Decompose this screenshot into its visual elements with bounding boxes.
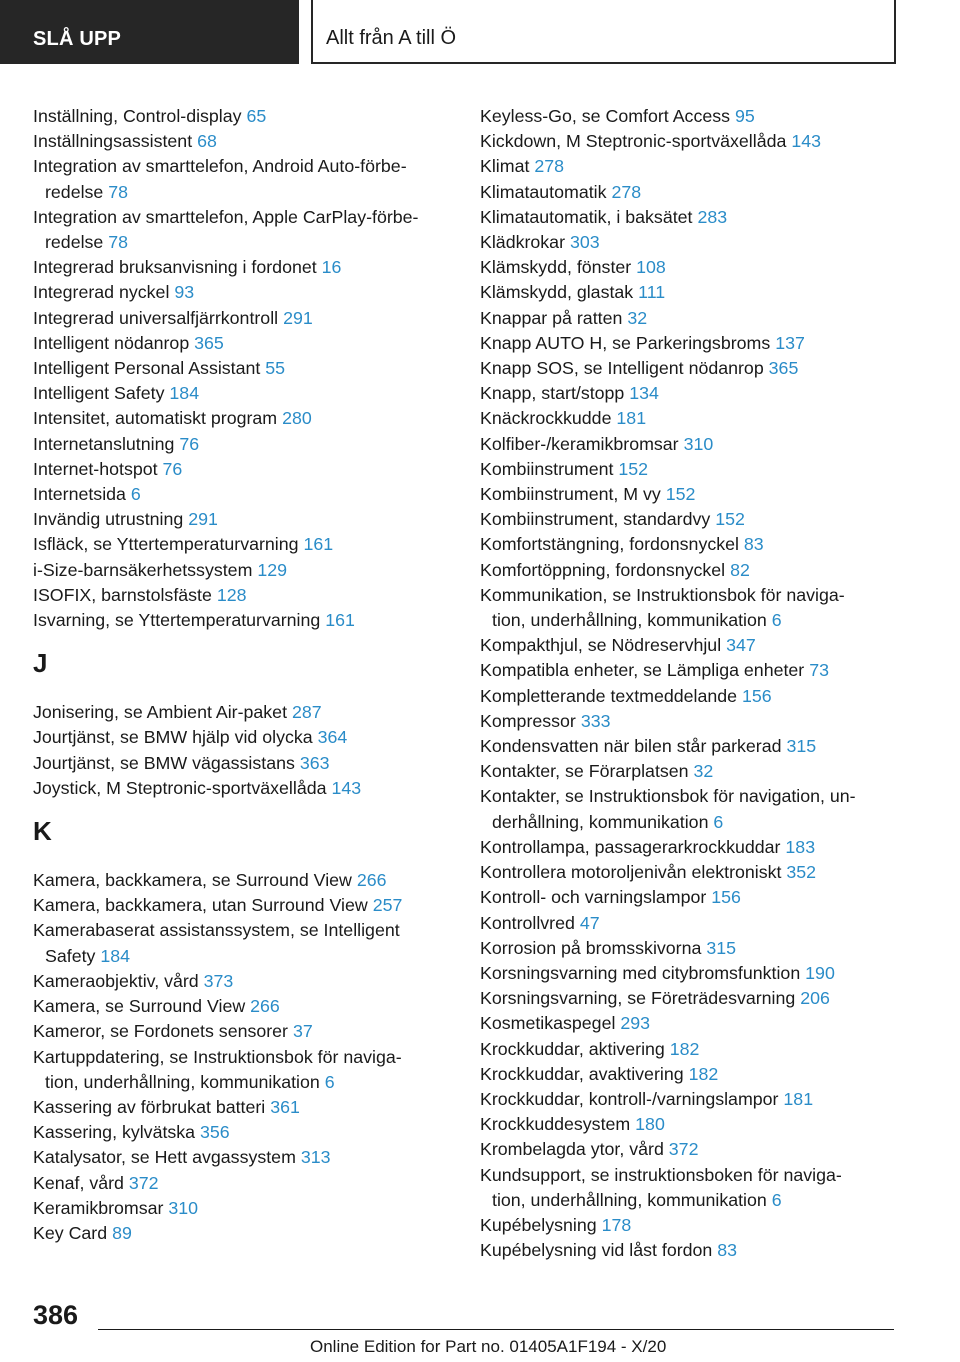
page-reference-link[interactable]: 156: [741, 685, 772, 706]
index-entry: [33, 608, 453, 633]
page-reference-link[interactable]: 161: [325, 610, 355, 631]
index-entry-term: Key Card: [33, 1222, 108, 1243]
page-reference-link[interactable]: 310: [683, 433, 714, 454]
page-reference-link[interactable]: 372: [668, 1139, 699, 1160]
index-entry-term: Integrerad nyckel: [33, 282, 170, 303]
page-reference-link[interactable]: 287: [291, 702, 322, 723]
page-reference-link[interactable]: 280: [282, 408, 312, 429]
index-entry: [33, 725, 453, 750]
index-entry: [33, 306, 453, 331]
index-entry-term: Klämskydd, glastak: [480, 282, 634, 303]
index-entry: [480, 860, 900, 885]
page-reference-link[interactable]: 108: [636, 257, 666, 278]
index-entry-term-continued: tion, underhållning, kommunikation: [492, 1189, 767, 1210]
index-entry-term: Klimatautomatik: [480, 181, 607, 202]
page-reference-link[interactable]: 16: [321, 257, 342, 278]
index-entry: [480, 885, 900, 910]
page-reference-link[interactable]: 83: [743, 534, 764, 555]
index-entry-term: Kolfiber-/keramikbromsar: [480, 433, 679, 454]
index-entry-term: Kosmetikaspegel: [480, 1013, 616, 1034]
index-entry-term: Kameraobjektiv, vård: [33, 970, 199, 991]
page-reference-link[interactable]: 6: [130, 484, 141, 505]
index-entry-term: Korsningsvarning, se Företrädesvarning: [480, 988, 796, 1009]
index-entry-term: Inställning, Control-display: [33, 106, 242, 126]
index-entry: [33, 1171, 453, 1196]
page-reference-link[interactable]: 152: [715, 509, 745, 530]
index-entry-term: Kondensvatten när bilen står parkerad: [480, 736, 782, 757]
index-entry: [480, 961, 900, 986]
index-group-k: [33, 868, 453, 1246]
index-entry-term: Intensitet, automatiskt program: [33, 408, 278, 429]
page-reference-link[interactable]: 178: [601, 1214, 632, 1235]
page-reference-link[interactable]: 257: [372, 895, 403, 916]
index-entry: [480, 583, 900, 633]
index-entry-term: Isfläck, se Yttertemperaturvarning: [33, 534, 299, 555]
index-entry: [480, 104, 900, 129]
page-reference-link[interactable]: 47: [579, 912, 600, 933]
page-reference-link[interactable]: 181: [783, 1088, 814, 1109]
index-entry: [480, 482, 900, 507]
index-entry-term: Intelligent nödanrop: [33, 332, 190, 353]
index-entry-term: Keramikbromsar: [33, 1197, 164, 1218]
index-entry-term: Jourtjänst, se BMW hjälp vid olycka: [33, 727, 313, 748]
index-entry: [480, 1062, 900, 1087]
page-reference-link[interactable]: 143: [331, 777, 362, 798]
index-entry: [33, 331, 453, 356]
index-entry: [33, 700, 453, 725]
index-entry-term: Kenaf, vård: [33, 1172, 124, 1193]
page-reference-link[interactable]: 303: [569, 232, 600, 253]
page-reference-link[interactable]: 83: [717, 1240, 738, 1261]
index-entry-term: Kombiinstrument, M vy: [480, 484, 661, 505]
index-entry: [33, 1095, 453, 1120]
page-reference-link[interactable]: 361: [270, 1096, 300, 1117]
page-reference-link[interactable]: 95: [734, 106, 755, 126]
index-group-i: [33, 104, 453, 633]
page-reference-link[interactable]: 128: [216, 584, 247, 605]
index-entry: [480, 936, 900, 961]
index-entry: [480, 835, 900, 860]
page-reference-link[interactable]: 143: [791, 131, 821, 152]
index-entry: [33, 558, 453, 583]
index-entry-term: Kommunikation, se Instruktionsbok för naviga-: [480, 584, 845, 605]
index-entry-term: Kontakter, se Instruktionsbok för navigation, un-: [480, 786, 856, 807]
index-entry-term-continued: Safety: [45, 945, 96, 966]
page-title-tab: [311, 0, 896, 64]
page-reference-link[interactable]: 78: [108, 232, 129, 253]
index-entry-term: Jonisering, se Ambient Air-paket: [33, 702, 288, 723]
page-reference-link[interactable]: 291: [283, 307, 313, 328]
index-entry-term: Kompatibla enheter, se Lämpliga enheter: [480, 660, 805, 681]
page-reference-link[interactable]: 73: [809, 660, 829, 681]
index-entry-term: Jourtjänst, se BMW vägassistans: [33, 752, 295, 773]
index-entry: [33, 1145, 453, 1170]
page-reference-link[interactable]: 315: [706, 937, 736, 958]
index-entry: [480, 1163, 900, 1213]
page-reference-link[interactable]: 373: [203, 970, 234, 991]
index-entry-term: Krockkuddesystem: [480, 1114, 631, 1135]
index-entry: [480, 507, 900, 532]
index-group-j: [33, 700, 453, 801]
page-reference-link[interactable]: 266: [356, 870, 387, 891]
index-entry-term: Internetsida: [33, 484, 126, 505]
index-entry: [480, 306, 900, 331]
index-entry: [33, 406, 453, 431]
index-entry: [33, 356, 453, 381]
index-entry-term: Kundsupport, se instruktionsboken för naviga-: [480, 1164, 842, 1185]
index-entry-term: Kompletterande textmeddelande: [480, 685, 738, 706]
index-entry: [480, 1112, 900, 1137]
page-reference-link[interactable]: 152: [665, 484, 696, 505]
index-entry-term: i-Size-barnsäkerhetssystem: [33, 559, 253, 580]
page-reference-link[interactable]: 372: [128, 1172, 159, 1193]
index-entry-term: Kupébelysning: [480, 1214, 597, 1235]
page-reference-link[interactable]: 137: [775, 332, 805, 353]
index-entry-term: Kassering av förbrukat batteri: [33, 1096, 266, 1117]
index-entry: [480, 205, 900, 230]
index-entry: [33, 1019, 453, 1044]
index-entry-term: Klämskydd, fönster: [480, 257, 632, 278]
index-entry-term-continued: derhållning, kommunikation: [492, 811, 709, 832]
page-reference-link[interactable]: 333: [580, 710, 611, 731]
index-entry: [480, 280, 900, 305]
index-entry: [480, 1137, 900, 1162]
page-reference-link[interactable]: 6: [713, 811, 724, 832]
index-entry: [480, 1087, 900, 1112]
page-reference-link[interactable]: 356: [200, 1122, 230, 1143]
index-entry: [480, 532, 900, 557]
page-reference-link[interactable]: 347: [726, 635, 756, 656]
page-reference-link[interactable]: 293: [620, 1013, 651, 1034]
page-reference-link[interactable]: 184: [169, 383, 200, 404]
index-entry-term: Komfortöppning, fordonsnyckel: [480, 559, 726, 580]
index-entry-term: Inställningsassistent: [33, 131, 193, 152]
page-reference-link[interactable]: 161: [303, 534, 334, 555]
index-entry-term: Komfortstängning, fordonsnyckel: [480, 534, 739, 555]
index-entry-term: Knäckrockkudde: [480, 408, 612, 429]
page-reference-link[interactable]: 180: [635, 1114, 665, 1135]
page-reference-link[interactable]: 6: [771, 1189, 782, 1210]
index-entry-term: Krockkuddar, avaktivering: [480, 1063, 684, 1084]
index-entry-term: Kompressor: [480, 710, 576, 731]
index-entry: [33, 129, 453, 154]
index-entry-term: Kombiinstrument: [480, 458, 614, 479]
index-entry-term: Kontrollvred: [480, 912, 575, 933]
index-entry: [33, 381, 453, 406]
index-entry: [480, 1213, 900, 1238]
index-entry-term: Keyless-Go, se Comfort Access: [480, 106, 731, 126]
index-entry-term: Korsningsvarning med citybromsfunktion: [480, 962, 801, 983]
index-entry: [33, 893, 453, 918]
index-entry-term: Krockkuddar, kontroll-/varningslampor: [480, 1088, 779, 1109]
page-reference-link[interactable]: 32: [627, 307, 648, 328]
index-entry-term: Kontrollampa, passagerarkrockkuddar: [480, 836, 781, 857]
index-entry: [480, 759, 900, 784]
index-entry-term: Klimat: [480, 156, 530, 177]
index-entry: [480, 734, 900, 759]
index-entry-term: Kombiinstrument, standardvy: [480, 509, 711, 530]
index-column-right: [480, 104, 900, 1263]
index-entry: [480, 230, 900, 255]
page-reference-link[interactable]: 76: [179, 433, 200, 454]
index-entry-term: Intelligent Safety: [33, 383, 165, 404]
page-reference-link[interactable]: 89: [112, 1222, 132, 1243]
index-entry: [480, 558, 900, 583]
index-entry-term: Internet-hotspot: [33, 458, 158, 479]
page-reference-link[interactable]: 315: [786, 736, 817, 757]
index-entry: [480, 633, 900, 658]
page-reference-link[interactable]: 182: [669, 1038, 700, 1059]
index-entry-term-continued: tion, underhållning, kommunikation: [492, 610, 767, 631]
page-reference-link[interactable]: 93: [174, 282, 195, 303]
index-entry: [33, 280, 453, 305]
index-entry-term: Isvarning, se Yttertemperaturvarning: [33, 610, 321, 631]
index-entry-term: Kartuppdatering, se Instruktionsbok för naviga-: [33, 1046, 402, 1067]
index-entry: [480, 255, 900, 280]
index-entry: [33, 532, 453, 557]
page-reference-link[interactable]: 283: [697, 206, 728, 227]
index-entry: [33, 583, 453, 608]
page-reference-link[interactable]: 78: [108, 181, 129, 202]
page-reference-link[interactable]: 278: [534, 156, 565, 177]
index-entry: [33, 205, 453, 255]
page-reference-link[interactable]: 55: [265, 358, 286, 379]
page-reference-link[interactable]: 266: [250, 996, 280, 1017]
index-entry: [480, 331, 900, 356]
index-entry-term: Invändig utrustning: [33, 509, 184, 530]
index-entry: [480, 709, 900, 734]
index-entry: [480, 129, 900, 154]
index-entry-term: Integrerad universalfjärrkontroll: [33, 307, 279, 328]
index-entry-term: ISOFIX, barnstolsfäste: [33, 584, 212, 605]
index-entry-term: Kamera, se Surround View: [33, 996, 246, 1017]
index-entry-term: Klimatautomatik, i baksätet: [480, 206, 693, 227]
page-reference-link[interactable]: 278: [611, 181, 642, 202]
index-entry-term: Kamerabaserat assistanssystem, se Intelligent: [33, 920, 400, 941]
index-entry: [33, 432, 453, 457]
index-entry: [33, 1120, 453, 1145]
index-entry: [33, 994, 453, 1019]
index-entry-term-continued: tion, underhållning, kommunikation: [45, 1071, 320, 1092]
index-entry-term: Krockkuddar, aktivering: [480, 1038, 665, 1059]
page-reference-link[interactable]: 364: [317, 727, 348, 748]
index-entry-term: Integration av smarttelefon, Apple CarPlay-förbe-: [33, 206, 419, 227]
index-entry-term: Korrosion på bromsskivorna: [480, 937, 702, 958]
page-reference-link[interactable]: 365: [768, 358, 799, 379]
index-entry: [480, 356, 900, 381]
section-label: SLÅ UPP: [33, 28, 122, 50]
page-reference-link[interactable]: 310: [168, 1197, 199, 1218]
index-entry: [480, 457, 900, 482]
page-reference-link[interactable]: 206: [800, 988, 830, 1009]
index-entry-term: Integrerad bruksanvisning i fordonet: [33, 257, 317, 278]
page-reference-link[interactable]: 190: [805, 962, 835, 983]
index-entry-term: Kassering, kylvätska: [33, 1122, 196, 1143]
page-reference-link[interactable]: 6: [771, 610, 782, 631]
index-entry: [480, 381, 900, 406]
index-entry: [480, 986, 900, 1011]
index-entry-term: Kamera, backkamera, utan Surround View: [33, 895, 368, 916]
index-entry-term: Kontakter, se Förarplatsen: [480, 761, 689, 782]
index-entry: [480, 1238, 900, 1263]
index-entry: [480, 1011, 900, 1036]
index-entry-term: Integration av smarttelefon, Android Auto-förbe-: [33, 156, 407, 177]
index-entry-term: Klädkrokar: [480, 232, 565, 253]
page-reference-link[interactable]: 32: [693, 761, 714, 782]
page-reference-link[interactable]: 65: [246, 106, 267, 126]
index-entry-term: Knapp AUTO H, se Parkeringsbroms: [480, 332, 771, 353]
index-entry-term: Knapp, start/stopp: [480, 383, 625, 404]
index-entry-term-continued: redelse: [45, 232, 104, 253]
index-entry: [33, 104, 453, 129]
page-reference-link[interactable]: 313: [300, 1147, 331, 1168]
index-entry: [480, 911, 900, 936]
page-reference-link[interactable]: 152: [618, 458, 649, 479]
index-entry: [33, 969, 453, 994]
index-entry: [480, 154, 900, 179]
index-entry-term: Kamera, backkamera, se Surround View: [33, 870, 352, 891]
index-entry: [480, 784, 900, 834]
footer-divider: [98, 1329, 894, 1330]
index-entry-term: Kupébelysning vid låst fordon: [480, 1240, 713, 1261]
page-reference-link[interactable]: 82: [730, 559, 750, 580]
page-reference-link[interactable]: 181: [616, 408, 647, 429]
page-reference-link[interactable]: 111: [638, 282, 666, 303]
section-tab: [0, 0, 299, 64]
page-reference-link[interactable]: 291: [188, 509, 218, 530]
index-entry: [33, 255, 453, 280]
index-letter-j: J: [33, 648, 48, 679]
index-entry: [33, 918, 453, 968]
page-reference-link[interactable]: 6: [324, 1071, 335, 1092]
page-reference-link[interactable]: 182: [688, 1063, 719, 1084]
footer-edition: Online Edition for Part no. 01405A1F194 - X/20: [310, 1337, 667, 1356]
index-entry-term: Kompakthjul, se Nödreservhjul: [480, 635, 722, 656]
index-group-k-continued: [480, 104, 900, 1263]
index-column-left: [33, 104, 453, 1246]
index-entry: [480, 1037, 900, 1062]
index-entry: [33, 154, 453, 204]
index-entry-term: Kontrollera motoroljenivån elektroniskt: [480, 862, 782, 883]
page-reference-link[interactable]: 76: [162, 458, 183, 479]
index-entry-term: Katalysator, se Hett avgassystem: [33, 1147, 296, 1168]
page-reference-link[interactable]: 365: [194, 332, 224, 353]
index-entry: [480, 180, 900, 205]
index-entry: [33, 482, 453, 507]
index-entry: [33, 868, 453, 893]
index-entry: [33, 507, 453, 532]
index-entry-term: Joystick, M Steptronic-sportväxellåda: [33, 777, 327, 798]
page-reference-link[interactable]: 129: [257, 559, 287, 580]
index-entry-term-continued: redelse: [45, 181, 104, 202]
page-reference-link[interactable]: 183: [785, 836, 816, 857]
page-reference-link[interactable]: 37: [292, 1021, 313, 1042]
index-entry-term: Kickdown, M Steptronic-sportväxellåda: [480, 131, 787, 152]
index-entry: [480, 684, 900, 709]
index-entry-term: Knapp SOS, se Intelligent nödanrop: [480, 358, 764, 379]
index-entry: [480, 432, 900, 457]
page-reference-link[interactable]: 68: [197, 131, 217, 152]
index-entry-term: Kontroll- och varningslampor: [480, 887, 707, 908]
index-entry: [33, 457, 453, 482]
index-letter-k: K: [33, 816, 52, 847]
index-entry: [33, 751, 453, 776]
index-entry-term: Krombelagda ytor, vård: [480, 1139, 664, 1160]
index-entry: [33, 1045, 453, 1095]
index-entry-term: Kameror, se Fordonets sensorer: [33, 1021, 288, 1042]
page-reference-link[interactable]: 352: [786, 862, 817, 883]
index-entry-term: Knappar på ratten: [480, 307, 623, 328]
index-entry-term: Internetanslutning: [33, 433, 175, 454]
page-reference-link[interactable]: 156: [711, 887, 741, 908]
page-reference-link[interactable]: 134: [629, 383, 659, 404]
index-entry: [33, 1221, 453, 1246]
page-reference-link[interactable]: 184: [100, 945, 131, 966]
index-entry: [480, 406, 900, 431]
index-entry: [33, 776, 453, 801]
index-entry-term: Intelligent Personal Assistant: [33, 358, 261, 379]
page-reference-link[interactable]: 363: [299, 752, 330, 773]
page-number: 386: [33, 1300, 79, 1330]
index-entry: [33, 1196, 453, 1221]
page-title: Allt från A till Ö: [326, 27, 457, 49]
index-entry: [480, 658, 900, 683]
